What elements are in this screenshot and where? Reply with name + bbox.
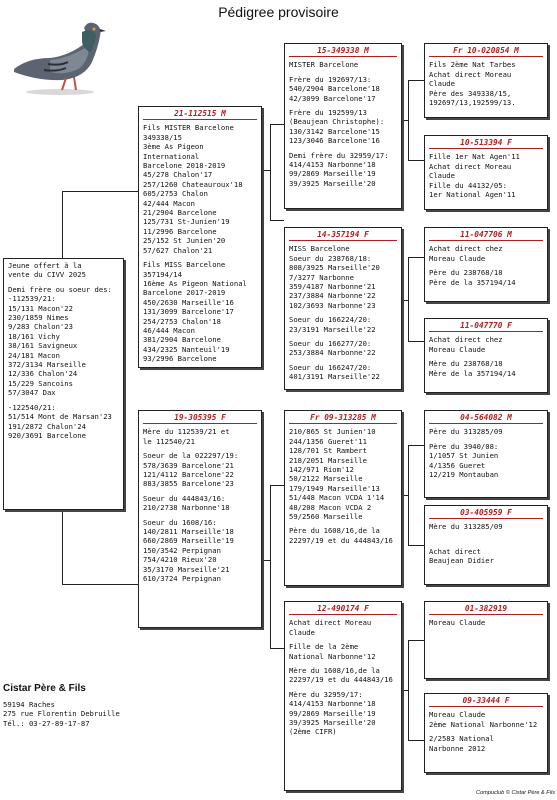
pedigree-line: 2ème National Narbonne'12 (429, 719, 538, 729)
pedigree-line: 39/3925 Marseille'20 (289, 178, 376, 188)
connector (408, 160, 424, 161)
pedigree-line: Achat direct chez (429, 244, 503, 254)
pedigree-line: 401/3191 Marseille'22 (289, 372, 380, 382)
pedigree-line: 237/3884 Narbonne'22 (289, 291, 376, 301)
sire-dam-dam-box (424, 318, 548, 393)
pedigree-line: Soeur du 166277/20: (289, 339, 372, 349)
pedigree-line: 210/2738 Narbonne'18 (143, 503, 230, 513)
pedigree-line: National Narbonne'12 (289, 651, 376, 661)
breeder-name: Cistar Père & Fils (3, 683, 86, 694)
pedigree-line: 218/2051 Marseille (289, 455, 367, 465)
pedigree-line: (Beaujean Christophe): (289, 117, 385, 127)
pedigree-line: Père du 238768/18 (429, 268, 503, 278)
pedigree-line: 578/3639 Barcelone'21 (143, 460, 234, 470)
pedigree-line: International (143, 151, 200, 161)
dam-dam-dam-box (424, 693, 548, 773)
pedigree-line: 9/283 Chalon'23 (8, 322, 73, 332)
pedigree-line: 46/444 Macon (143, 325, 195, 335)
pedigree-line: 660/2869 Marseille'19 (143, 536, 234, 546)
connector (270, 648, 284, 649)
pedigree-line: 414/4153 Narbonne'18 (289, 160, 376, 170)
ring-number: 04-564082 M (429, 413, 543, 424)
pedigree-line: Achat direct Moreau (289, 618, 372, 628)
pedigree-line: 434/2325 Nanteuil'19 (143, 344, 230, 354)
pedigree-line: 45/278 Chalon'17 (143, 170, 213, 180)
pedigree-line: Achat direct Moreau (429, 69, 512, 79)
pedigree-line: 39/3925 Marseille'20 (289, 718, 376, 728)
sire-box (138, 106, 262, 368)
pedigree-line: 3ème As Pigeon (143, 142, 204, 152)
breeder-address-1: 59194 Raches (3, 700, 55, 709)
sire-dam-sire-box (424, 227, 548, 302)
footer-credit: Compuclub © Cistar Père & Fils (475, 790, 555, 796)
sire-sire-box (284, 43, 402, 209)
pedigree-line: Fils MISTER Barcelone (143, 123, 234, 133)
pedigree-line: 150/3542 Perpignan (143, 545, 221, 555)
connector (408, 545, 424, 546)
pedigree-line: -112539/21: (8, 294, 56, 304)
pedigree-line: 51/514 Mont de Marsan'23 (8, 412, 112, 422)
ring-number: 19-305395 F (143, 413, 257, 424)
pedigree-line: 140/2811 Marseille'18 (143, 527, 234, 537)
pedigree-line: 210/865 St Junien'10 (289, 427, 376, 437)
pedigree-line: 15/229 Sancoins (8, 378, 73, 388)
pedigree-line: Mère du 32959/17: (289, 689, 363, 699)
pedigree-line: 12/219 Montauban (429, 470, 499, 480)
ring-number: 09-33444 F (429, 696, 543, 707)
pedigree-line: 381/2904 Barcelone (143, 335, 221, 345)
pedigree-line: 16ème As Pigeon National (143, 278, 247, 288)
dam-box (138, 410, 262, 628)
ring-number: Fr 09-313285 M (289, 413, 397, 424)
connector (62, 191, 63, 259)
pedigree-line: 179/1949 Marseille'13 (289, 483, 380, 493)
pedigree-line: 24/181 Macon (8, 350, 60, 360)
pedigree-line: Barcelone 2017-2019 (143, 288, 226, 298)
pedigree-line: Claude (429, 79, 455, 89)
pedigree-line: Claude (289, 627, 315, 637)
pedigree-line: -122540/21: (8, 402, 56, 412)
pedigree-line: 4/1356 Gueret (429, 460, 486, 470)
pedigree-line: 7/3277 Narbonne (289, 272, 354, 282)
dam-sire-sire-box (424, 410, 548, 498)
sire-sire-sire-box (424, 43, 548, 118)
pedigree-line: 1er National Agen'11 (429, 190, 516, 200)
pedigree-line: Mère du 313285/09 (429, 522, 503, 532)
pedigree-line: 57/627 Chalon'21 (143, 245, 213, 255)
pedigree-line: 42/3099 Barcelone'17 (289, 93, 376, 103)
pedigree-line: MISS Barcelone (289, 244, 350, 254)
pedigree-line: Jeune offert à la (8, 261, 82, 270)
pedigree-line: 99/2869 Marseille'19 (289, 169, 376, 179)
sire-dam-box (284, 227, 402, 390)
ring-number: 01-382919 (429, 604, 543, 615)
pedigree-line: Narbonne 2012 (429, 743, 486, 753)
pedigree-line: 128/701 St Rambert (289, 446, 367, 456)
connector (408, 80, 409, 160)
pedigree-line: Moreau Claude (429, 344, 486, 354)
pedigree-line: Mère de la 357194/14 (429, 368, 516, 378)
connector (408, 640, 424, 641)
pedigree-line: Achat direct (429, 546, 481, 556)
pedigree-line: Soeur du 166247/20: (289, 362, 372, 372)
pedigree-line: 123/3046 Barcelone'16 (289, 136, 380, 146)
pedigree-line: Père des 349338/15, (429, 88, 512, 98)
pedigree-line: 357194/14 (143, 269, 182, 279)
pedigree-line: Moreau Claude (429, 253, 486, 263)
pedigree-line: 59/2560 Marseille (289, 512, 363, 522)
pedigree-line: 22297/19 et du 444843/16 (289, 675, 393, 685)
pedigree-line: Soeur du 238768/18: (289, 253, 372, 263)
pedigree-line: 131/3099 Barcelone'17 (143, 307, 234, 317)
pedigree-line: Soeur du 444843/16: (143, 493, 226, 503)
connector (408, 257, 409, 341)
pedigree-line: 142/971 Riom'12 (289, 465, 354, 475)
pedigree-line: Père du 1608/16,de la (289, 526, 380, 536)
ring-number: Fr 10-020854 M (429, 46, 543, 57)
pedigree-line: 414/4153 Narbonne'18 (289, 699, 376, 709)
pedigree-line: 102/3693 Narbonne'23 (289, 300, 376, 310)
ring-number: 14-357194 F (289, 230, 397, 241)
pedigree-line: 230/1859 Nimes (8, 313, 69, 323)
pedigree-line: 11/2996 Barcelone (143, 226, 217, 236)
pedigree-line: 883/3855 Barcelone'23 (143, 479, 234, 489)
pedigree-line: 920/3691 Barcelone (8, 430, 86, 440)
connector (408, 445, 409, 545)
connector (408, 341, 424, 342)
ring-number: 21-112515 M (143, 109, 257, 120)
connector (402, 300, 408, 301)
dam-dam-sire-box (424, 601, 548, 679)
pedigree-line: 35/3170 Marseille'21 (143, 564, 230, 574)
connector (408, 257, 424, 258)
pedigree-line: Frère du 192697/13: (289, 74, 372, 84)
dam-sire-dam-box (424, 505, 548, 585)
ring-number: 12-490174 F (289, 604, 397, 615)
connector (270, 124, 271, 220)
subject-box (3, 258, 124, 510)
pedigree-line: Barcelone 2018-2019 (143, 161, 226, 171)
pedigree-line: 125/731 St-Junien'19 (143, 217, 230, 227)
ring-number: 10-513394 F (429, 138, 543, 149)
pedigree-line: 257/1260 Chateauroux'18 (143, 179, 243, 189)
connector (402, 495, 408, 496)
connector (62, 510, 63, 584)
connector (408, 740, 424, 741)
connector (408, 80, 424, 81)
connector (62, 191, 138, 192)
pedigree-line: 121/4112 Barcelone'22 (143, 470, 234, 480)
pedigree-line: 254/2753 Chalon'18 (143, 316, 221, 326)
pedigree-line: 15/131 Macon'22 (8, 303, 73, 313)
ring-number: 15-349338 M (289, 46, 397, 57)
pedigree-line: 57/3047 Dax (8, 388, 56, 398)
breeder-phone: Tél.: 03-27-89-17-87 (3, 718, 90, 728)
pedigree-line: Achat direct chez (429, 335, 503, 345)
pigeon-photo (10, 14, 108, 96)
pedigree-line: Père du 313285/09 (429, 427, 503, 437)
pedigree-line: 50/2122 Marseille (289, 474, 363, 484)
sire-sire-dam-box (424, 135, 548, 210)
pedigree-line: Fille du 44132/05: (429, 180, 507, 190)
pedigree-line: 23/3191 Marseille'22 (289, 324, 376, 334)
pedigree-line: 349338/15 (143, 132, 182, 142)
pedigree-line: Mère du 1608/16,de la (289, 666, 380, 676)
ring-number: 03-405959 F (429, 508, 543, 519)
pedigree-line: le 112540/21 (143, 436, 195, 446)
pedigree-line: 808/3925 Marseille'20 (289, 263, 380, 273)
pedigree-line: 51/448 Macon VCDA 1'14 (289, 493, 385, 503)
connector (270, 485, 284, 486)
pedigree-line: 253/3884 Narbonne'22 (289, 348, 376, 358)
pedigree-line: 754/4210 Rieux'20 (143, 555, 217, 565)
breeder-address-2: 275 rue Florentin Debruille (3, 709, 120, 719)
pedigree-line: Claude (429, 171, 455, 181)
pedigree-line: Beaujean Didier (429, 556, 494, 566)
pedigree-line: Demi frère du 32959/17: (289, 150, 389, 160)
pedigree-line: Soeur de la 022297/19: (143, 451, 239, 461)
pedigree-line: 99/2869 Marseille'19 (289, 708, 376, 718)
pedigree-line: Demi frère ou soeur des: (8, 284, 112, 294)
pedigree-line: 93/2996 Barcelone (143, 354, 217, 364)
pedigree-line: Fils MISS Barcelone (143, 260, 226, 270)
connector (262, 560, 270, 561)
pedigree-line: 22297/19 et du 444843/16 (289, 535, 393, 545)
connector (270, 124, 284, 125)
pedigree-line: 21/2904 Barcelone (143, 208, 217, 218)
pedigree-line: 359/4187 Narbonne'21 (289, 282, 376, 292)
connector (62, 584, 138, 585)
pedigree-line: 191/2872 Chalon'24 (8, 421, 86, 431)
pedigree-line: 38/161 Savigneux (8, 341, 78, 351)
pedigree-line: 372/3134 Marseille (8, 360, 86, 370)
pedigree-line: 1/1057 St Junien (429, 451, 499, 461)
connector (270, 220, 284, 221)
ring-number: 11-047706 M (429, 230, 543, 241)
pedigree-line: 244/1356 Gueret'11 (289, 436, 367, 446)
pedigree-line: 18/161 Vichy (8, 331, 60, 341)
connector (402, 120, 408, 121)
pedigree-line: 25/152 St Junien'20 (143, 236, 226, 246)
pedigree-line: 605/2753 Chalon (143, 189, 208, 199)
connector (270, 485, 271, 648)
pedigree-line: Mère du 238768/18 (429, 359, 503, 369)
pedigree-line: 192697/13,192599/13. (429, 98, 516, 108)
pedigree-line: 48/208 Macon VCDA 2 (289, 502, 372, 512)
pedigree-line: Père de la 357194/14 (429, 277, 516, 287)
pedigree-line: MISTER Barcelone (289, 60, 359, 70)
pedigree-line: Achat direct Moreau (429, 161, 512, 171)
pedigree-line: Père du 3940/08: (429, 441, 499, 451)
pedigree-line: 2/2583 National (429, 734, 494, 744)
page-title: Pédigree provisoire (218, 4, 339, 20)
pedigree-line: Soeur du 1608/16: (143, 517, 217, 527)
pedigree-line: 610/3724 Perpignan (143, 574, 221, 584)
pedigree-line: Frère du 192599/13 (289, 108, 367, 118)
pedigree-line: 42/444 Macon (143, 198, 195, 208)
dam-dam-box (284, 601, 402, 791)
pedigree-line: Fille de la 2ème (289, 642, 359, 652)
pedigree-line: (2ème CIFR) (289, 727, 337, 737)
ring-number: 11-047770 F (429, 321, 543, 332)
connector (262, 170, 270, 171)
connector (402, 690, 408, 691)
pedigree-line: vente du CIVV 2025 (8, 270, 86, 280)
pedigree-line: Moreau Claude (429, 710, 486, 720)
pedigree-line: Fille 1er Nat Agen'11 (429, 152, 520, 162)
pedigree-line: 540/2904 Barcelone'18 (289, 84, 380, 94)
pedigree-line: Fils 2ème Nat Tarbes (429, 60, 516, 70)
connector (408, 640, 409, 740)
pedigree-line: Moreau Claude (429, 618, 486, 628)
dam-sire-box (284, 410, 402, 586)
pedigree-line: Soeur du 166224/20: (289, 315, 372, 325)
pedigree-line: 12/336 Chalon'24 (8, 369, 78, 379)
connector (408, 445, 424, 446)
breeder-block (3, 683, 203, 728)
pedigree-line: 450/2630 Marseille'16 (143, 297, 234, 307)
pedigree-line: 130/3142 Barcelone'15 (289, 126, 380, 136)
pedigree-line: Mère du 112539/21 et (143, 427, 230, 437)
